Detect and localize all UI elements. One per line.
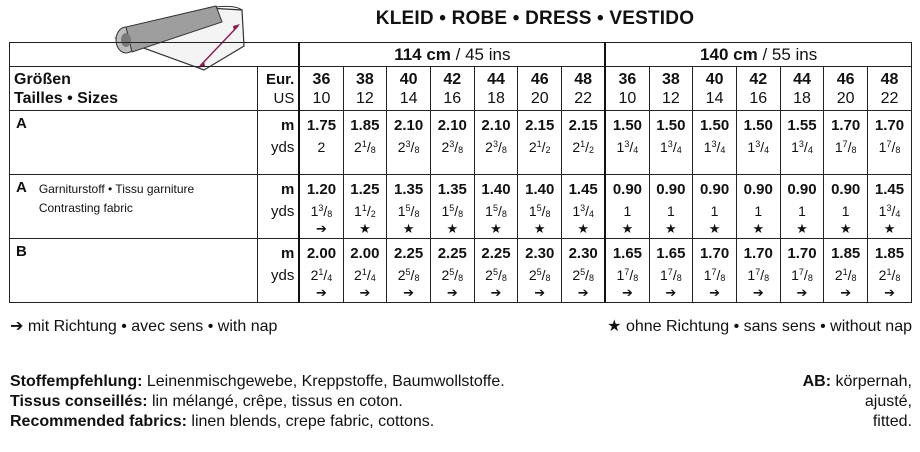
fabrics-en: Recommended fabrics: linen blends, crepe fabric, cottons.: [10, 413, 435, 430]
star-icon: ★: [752, 221, 765, 236]
yardage-cell: [824, 239, 868, 303]
size-column-header: 38 12: [343, 67, 387, 111]
yards-value: $2^1/_4$: [310, 267, 333, 283]
arrow-icon: ➔: [490, 285, 502, 300]
fabrics-fr: Tissus conseillés: lin mélangé, crêpe, tissus en coton.: [10, 393, 403, 410]
meters-value: 1.35: [437, 181, 467, 198]
yardage-cell: [430, 111, 474, 175]
yardage-cell: [736, 239, 780, 303]
yardage-cell: [387, 111, 431, 175]
yards-value: $2^1/_8$: [354, 139, 376, 155]
meters-value: 2.10: [394, 117, 424, 134]
star-icon: ★: [402, 221, 415, 236]
yardage-cell: [430, 175, 474, 239]
meters-value: 1.25: [350, 181, 380, 198]
yards-value: $1^7/_8$: [791, 267, 813, 283]
yardage-cell: [387, 175, 431, 239]
meters-value: 1.50: [612, 117, 643, 134]
yards-value: $1^7/_8$: [747, 267, 770, 283]
yards-value: $2^1/_2$: [528, 139, 551, 155]
yardage-cell: [562, 175, 606, 239]
star-icon: ★: [446, 221, 459, 236]
meters-value: 0.90: [787, 181, 817, 198]
yards-value: 1: [841, 203, 850, 219]
arrow-icon: ➔: [577, 285, 589, 300]
yards-value: $1^3/_4$: [572, 203, 595, 219]
yards-value: $1^5/_8$: [485, 203, 507, 219]
unit-label: m yds: [257, 175, 299, 239]
meters-value: 1.35: [394, 181, 424, 198]
meters-value: 2.00: [306, 245, 337, 262]
yardage-cell: [693, 239, 737, 303]
arrow-icon: ➔: [752, 285, 764, 300]
meters-value: 1.65: [612, 245, 643, 262]
fabric-row: [10, 111, 912, 175]
yardage-cell: [474, 175, 518, 239]
meters-value: 1.70: [831, 117, 861, 134]
yardage-cell: [474, 111, 518, 175]
yards-value: 1: [798, 203, 806, 219]
yardage-cell: [387, 239, 431, 303]
star-icon: ★: [708, 221, 721, 236]
meters-value: 1.45: [568, 181, 598, 198]
star-icon: ★: [359, 221, 371, 236]
unit-label: m yds: [257, 111, 299, 175]
yards-value: $1^5/_8$: [397, 203, 420, 219]
yards-value: $2^5/_8$: [441, 267, 464, 283]
yards-value: $1^3/_4$: [878, 203, 901, 219]
yardage-cell: [299, 111, 343, 175]
meters-value: 2.25: [437, 245, 467, 262]
yardage-cell: [824, 175, 868, 239]
yardage-cell: [343, 175, 387, 239]
arrow-icon: ➔: [315, 221, 327, 236]
corner-cell: [10, 43, 300, 67]
meters-value: 1.85: [831, 245, 861, 262]
size-column-header: 36 10: [605, 67, 649, 111]
yards-value: $1^5/_8$: [441, 203, 464, 219]
size-column-header: 42 16: [430, 67, 474, 111]
star-icon: ★: [883, 221, 896, 236]
yards-value: 1: [710, 203, 719, 219]
yardage-cell: [736, 111, 780, 175]
yardage-cell: [343, 239, 387, 303]
width-140-header: 140 cm / 55 ins: [605, 43, 911, 67]
meters-value: 2.10: [481, 117, 511, 134]
yards-value: $2^1/_8$: [878, 267, 901, 283]
yardage-cell: [693, 175, 737, 239]
recommended-fabrics: [10, 372, 505, 432]
meters-value: 1.40: [525, 181, 555, 198]
meters-value: 1.55: [787, 117, 817, 134]
yards-value: $2^5/_8$: [485, 267, 507, 283]
meters-value: 2.25: [481, 245, 511, 262]
arrow-icon: ➔: [709, 285, 721, 300]
yardage-cell: [780, 175, 824, 239]
yardage-cell: [430, 239, 474, 303]
size-column-header: 48 22: [868, 67, 912, 111]
arrow-icon: ➔: [315, 285, 327, 300]
yardage-cell: [780, 239, 824, 303]
yardage-cell: [868, 239, 912, 303]
arrow-icon: ➔: [359, 285, 371, 300]
fabric-row: [10, 239, 912, 303]
yards-value: $2^5/_8$: [397, 267, 420, 283]
meters-value: 2.15: [568, 117, 598, 134]
size-column-header: 38 12: [649, 67, 693, 111]
fabric-row: [10, 175, 912, 239]
yards-value: $2^1/_2$: [572, 139, 595, 155]
yardage-cell: [605, 239, 649, 303]
yards-value: $1^3/_8$: [310, 203, 333, 219]
yards-value: 1: [754, 203, 763, 219]
size-column-header: 44 18: [474, 67, 518, 111]
fit-note: AB: körpernah, ajusté, fitted.: [802, 373, 912, 430]
size-column-header: 36 10: [299, 67, 343, 111]
arrow-icon: ➔: [621, 285, 633, 300]
arrow-icon: ➔: [665, 285, 677, 300]
meters-value: 1.20: [306, 181, 337, 198]
size-column-header: 40 14: [693, 67, 737, 111]
yardage-cell: [693, 111, 737, 175]
arrow-icon: ➔: [884, 285, 895, 300]
yardage-table: [9, 42, 912, 303]
page-title: KLEID • ROBE • DRESS • VESTIDO: [375, 8, 695, 29]
yards-value: $1^5/_8$: [528, 203, 551, 219]
arrow-icon: ➔: [534, 285, 546, 300]
yardage-cell: [868, 111, 912, 175]
yards-value: $1^3/_4$: [660, 139, 682, 155]
size-column-header: 46 20: [824, 67, 868, 111]
yardage-cell: [736, 175, 780, 239]
yardage-cell: [518, 175, 562, 239]
yardage-cell: [649, 239, 693, 303]
meters-value: 1.75: [306, 117, 337, 134]
size-column-header: 46 20: [518, 67, 562, 111]
unit-label: m yds: [257, 239, 299, 303]
row-label: A: [10, 111, 258, 175]
meters-value: 1.70: [874, 117, 905, 134]
arrow-icon: ➔: [446, 285, 458, 300]
yards-value: $2^3/_8$: [485, 139, 507, 155]
yards-value: $1^7/_8$: [834, 139, 857, 155]
yardage-cell: [518, 239, 562, 303]
size-column-header: 48 22: [562, 67, 606, 111]
width-114-header: 114 cm / 45 ins: [299, 43, 605, 67]
sizes-label: Größen Tailles • Sizes: [10, 67, 258, 111]
star-icon: ★: [533, 221, 546, 236]
row-label: A Garniturstoff • Tissu garniture Contrasting fabric: [10, 175, 258, 239]
meters-value: 0.90: [743, 181, 773, 198]
yardage-cell: [562, 239, 606, 303]
yards-value: $2^3/_8$: [441, 139, 464, 155]
yardage-cell: [343, 111, 387, 175]
yards-value: $1^3/_4$: [616, 139, 639, 155]
yards-value: $1^3/_4$: [703, 139, 726, 155]
meters-value: 1.70: [699, 245, 730, 262]
meters-value: 2.30: [568, 245, 598, 262]
width-header-row: [10, 43, 912, 67]
fabrics-de: Stoffempfehlung: Leinenmischgewebe, Kreppstoffe, Baumwollstoffe.: [10, 373, 505, 390]
yardage-cell: [299, 175, 343, 239]
yardage-cell: [518, 111, 562, 175]
yards-value: $1^3/_4$: [747, 139, 770, 155]
yardage-cell: [299, 239, 343, 303]
yards-value: $2^1/_8$: [834, 267, 857, 283]
yardage-cell: [562, 111, 606, 175]
meters-value: 1.50: [699, 117, 730, 134]
meters-value: 1.40: [481, 181, 511, 198]
legend-without-nap: ★ ohne Richtung • sans sens • without nap: [607, 318, 912, 335]
yards-value: $2^5/_8$: [572, 267, 595, 283]
star-icon: ★: [621, 221, 634, 236]
size-header-row: [10, 67, 912, 111]
yards-value: 1: [623, 203, 632, 219]
yards-value: 2: [317, 139, 326, 155]
size-system-label: Eur. US: [257, 67, 299, 111]
yardage-cell: [474, 239, 518, 303]
yardage-cell: [649, 111, 693, 175]
meters-value: 0.90: [656, 181, 686, 198]
star-icon: ★: [665, 221, 677, 236]
meters-value: 0.90: [612, 181, 643, 198]
yardage-cell: [605, 111, 649, 175]
arrow-icon: ➔: [840, 285, 852, 300]
meters-value: 2.15: [525, 117, 555, 134]
arrow-icon: ➔: [403, 285, 415, 300]
meters-value: 1.50: [656, 117, 686, 134]
size-column-header: 42 16: [736, 67, 780, 111]
meters-value: 2.10: [437, 117, 467, 134]
meters-value: 1.85: [874, 245, 905, 262]
yards-value: 1: [666, 203, 675, 219]
arrow-icon: ➔: [796, 285, 808, 300]
meters-value: 1.50: [743, 117, 773, 134]
star-icon: ★: [839, 221, 852, 236]
meters-value: 2.25: [394, 245, 424, 262]
meters-value: 0.90: [831, 181, 861, 198]
yardage-cell: [868, 175, 912, 239]
star-icon: ★: [577, 221, 590, 236]
meters-value: 1.65: [656, 245, 686, 262]
yards-value: $1^7/_8$: [660, 267, 682, 283]
yards-value: $2^1/_4$: [354, 267, 376, 283]
meters-value: 1.45: [874, 181, 905, 198]
yardage-cell: [649, 175, 693, 239]
yardage-cell: [824, 111, 868, 175]
star-icon: ★: [490, 221, 502, 236]
yards-value: $1^1/_2$: [354, 203, 376, 219]
meters-value: 1.70: [743, 245, 773, 262]
yards-value: $1^7/_8$: [616, 267, 639, 283]
legend-with-nap: ➔ mit Richtung • avec sens • with nap: [10, 318, 278, 335]
meters-value: 2.00: [350, 245, 380, 262]
yardage-cell: [780, 111, 824, 175]
yards-value: $1^3/_4$: [791, 139, 813, 155]
yards-value: $1^7/_8$: [878, 139, 901, 155]
meters-value: 1.70: [787, 245, 817, 262]
yards-value: $1^7/_8$: [703, 267, 726, 283]
star-icon: ★: [796, 221, 808, 236]
row-label: B: [10, 239, 258, 303]
meters-value: 2.30: [525, 245, 555, 262]
size-column-header: 44 18: [780, 67, 824, 111]
meters-value: 0.90: [699, 181, 730, 198]
meters-value: 1.85: [350, 117, 380, 134]
size-column-header: 40 14: [387, 67, 431, 111]
yards-value: $2^3/_8$: [397, 139, 420, 155]
yards-value: $2^5/_8$: [528, 267, 551, 283]
yardage-cell: [605, 175, 649, 239]
